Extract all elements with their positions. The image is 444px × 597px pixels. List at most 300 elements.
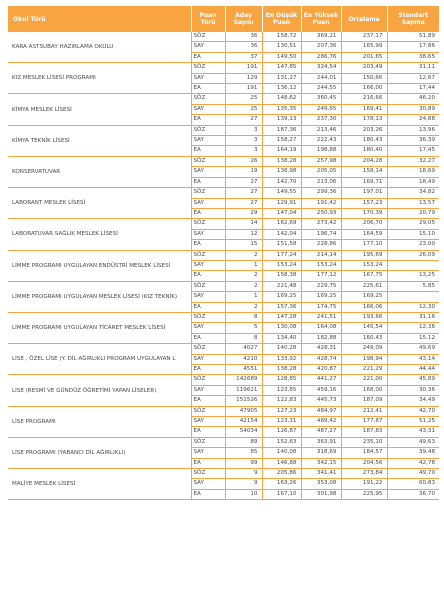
score-type-cell: EA (191, 271, 225, 281)
score-type-cell: EA (191, 333, 225, 343)
average-cell: 167,75 (341, 271, 387, 281)
std-dev-cell: 17,45 (387, 146, 439, 156)
candidate-count-cell: 25 (225, 104, 262, 114)
max-score-cell: 369,21 (301, 32, 341, 42)
std-dev-cell: 5,85 (387, 281, 439, 291)
max-score-cell: 249,65 (301, 104, 341, 114)
min-score-cell: 153,24 (262, 260, 301, 270)
candidate-count-cell: 85 (225, 448, 262, 458)
std-dev-cell: 13,96 (387, 125, 439, 135)
min-score-cell: 146,88 (262, 458, 301, 468)
candidate-count-cell: 191 (225, 84, 262, 94)
min-score-cell: 140,28 (262, 344, 301, 354)
average-cell: 168,00 (341, 385, 387, 395)
min-score-cell: 130,51 (262, 42, 301, 52)
candidate-count-cell: 29 (225, 208, 262, 218)
school-type-cell: LİSE PROGRAMI (YABANCI DİL AĞIRLIKLI) (8, 437, 191, 468)
min-score-cell: 136,12 (262, 84, 301, 94)
average-cell: 198,94 (341, 354, 387, 364)
score-type-cell: EA (191, 365, 225, 375)
table-row (8, 219, 439, 229)
score-type-cell: EA (191, 115, 225, 125)
score-type-cell: EA (191, 427, 225, 437)
school-type-cell: LİMME PROGRAMI UYGULAYAN TİCARET MESLEK LİSESİ (8, 312, 191, 343)
score-type-cell: SAY (191, 292, 225, 302)
std-dev-cell: 32,27 (387, 156, 439, 166)
score-type-cell: SAY (191, 385, 225, 395)
school-type-cell: KARA ASTSUBAY HAZIRLAMA OKULU (8, 32, 191, 63)
score-type-cell: EA (191, 396, 225, 406)
max-score-cell: 420,87 (301, 365, 341, 375)
table-row (8, 125, 439, 135)
max-score-cell: 341,41 (301, 469, 341, 479)
min-score-cell: 158,38 (262, 271, 301, 281)
school-type-cell: LABORANT MESLEK LİSESİ (8, 188, 191, 219)
candidate-count-cell: 27 (225, 198, 262, 208)
max-score-cell: 484,97 (301, 406, 341, 416)
score-type-cell: EA (191, 489, 225, 499)
average-cell: 184,57 (341, 448, 387, 458)
min-score-cell: 151,58 (262, 240, 301, 250)
header-average: Ortalama (341, 6, 387, 32)
school-type-cell: KİMYA MESLEK LİSESİ (8, 94, 191, 125)
average-cell: 203,26 (341, 125, 387, 135)
max-score-cell: 153,24 (301, 260, 341, 270)
candidate-count-cell: 4210 (225, 354, 262, 364)
score-type-cell: SÖZ (191, 63, 225, 73)
min-score-cell: 135,35 (262, 104, 301, 114)
std-dev-cell: 24,88 (387, 115, 439, 125)
min-score-cell: 123,31 (262, 417, 301, 427)
average-cell: 180,40 (341, 146, 387, 156)
max-score-cell: 182,88 (301, 333, 341, 343)
min-score-cell: 126,87 (262, 427, 301, 437)
std-dev-cell: 18,49 (387, 177, 439, 187)
min-score-cell: 163,26 (262, 479, 301, 489)
min-score-cell: 158,27 (262, 136, 301, 146)
min-score-cell: 138,28 (262, 156, 301, 166)
score-type-cell: SAY (191, 136, 225, 146)
min-score-cell: 140,08 (262, 448, 301, 458)
school-type-cell: LİMME PROGRAMI UYGULAYAN ENDÜSTRİ MESLEK LİSESİ (8, 250, 191, 281)
score-type-cell: SAY (191, 42, 225, 52)
average-cell: 169,25 (341, 292, 387, 302)
score-type-cell: EA (191, 177, 225, 187)
min-score-cell: 167,10 (262, 489, 301, 499)
std-dev-cell: 12,36 (387, 323, 439, 333)
std-dev-cell: 31,11 (387, 63, 439, 73)
average-cell: 160,43 (341, 333, 387, 343)
std-dev-cell: 49,63 (387, 437, 439, 447)
max-score-cell: 299,36 (301, 188, 341, 198)
candidate-count-cell: 99 (225, 458, 262, 468)
std-dev-cell: 29,05 (387, 219, 439, 229)
min-score-cell: 131,27 (262, 73, 301, 83)
max-score-cell: 324,54 (301, 63, 341, 73)
average-cell: 197,01 (341, 188, 387, 198)
table-header-row (8, 6, 439, 32)
candidate-count-cell: 12 (225, 229, 262, 239)
min-score-cell: 122,83 (262, 396, 301, 406)
max-score-cell: 244,55 (301, 84, 341, 94)
min-score-cell: 164,19 (262, 146, 301, 156)
min-score-cell: 177,24 (262, 250, 301, 260)
max-score-cell: 205,05 (301, 167, 341, 177)
candidate-count-cell: 142689 (225, 375, 262, 385)
average-cell: 187,83 (341, 427, 387, 437)
std-dev-cell: 15,10 (387, 229, 439, 239)
std-dev-cell: 49,69 (387, 344, 439, 354)
std-dev-cell: 36,39 (387, 136, 439, 146)
average-cell: 177,87 (341, 417, 387, 427)
max-score-cell: 222,43 (301, 136, 341, 146)
max-score-cell: 301,98 (301, 489, 341, 499)
score-type-cell: EA (191, 146, 225, 156)
school-type-cell: LİSE (RESMİ VE GÜNDÜZ ÖĞRETİMİ YAPAN LİSELER) (8, 375, 191, 406)
candidate-count-cell: 27 (225, 177, 262, 187)
score-type-cell: SÖZ (191, 406, 225, 416)
average-cell: 221,00 (341, 375, 387, 385)
min-score-cell: 149,55 (262, 188, 301, 198)
max-score-cell: 273,42 (301, 219, 341, 229)
score-type-cell: SAY (191, 229, 225, 239)
table-row (8, 437, 439, 447)
header-candidate-count: Aday Sayısı (225, 6, 262, 32)
score-type-cell: SÖZ (191, 156, 225, 166)
average-cell: 169,41 (341, 104, 387, 114)
score-type-cell: EA (191, 458, 225, 468)
average-cell: 164,59 (341, 229, 387, 239)
score-type-cell: EA (191, 208, 225, 218)
candidate-count-cell: 89 (225, 437, 262, 447)
score-type-cell: SÖZ (191, 375, 225, 385)
table-row (8, 94, 439, 104)
school-type-cell: LİMME PROGRAMI UYGULAYAN MESLEK LİSESİ (KIZ TEKNİK) (8, 281, 191, 312)
candidate-count-cell: 19 (225, 167, 262, 177)
candidate-count-cell: 1 (225, 260, 262, 270)
max-score-cell: 241,51 (301, 312, 341, 322)
score-type-cell: SAY (191, 448, 225, 458)
std-dev-cell: 30,89 (387, 104, 439, 114)
candidate-count-cell: 151526 (225, 396, 262, 406)
std-dev-cell: 20,79 (387, 208, 439, 218)
std-dev-cell: 26,09 (387, 250, 439, 260)
candidate-count-cell: 8 (225, 312, 262, 322)
candidate-count-cell: 3 (225, 125, 262, 135)
min-score-cell: 123,85 (262, 385, 301, 395)
average-cell: 212,41 (341, 406, 387, 416)
max-score-cell: 428,31 (301, 344, 341, 354)
candidate-count-cell: 26 (225, 156, 262, 166)
average-cell: 273,84 (341, 469, 387, 479)
average-cell: 216,66 (341, 94, 387, 104)
average-cell: 165,99 (341, 42, 387, 52)
max-score-cell: 214,14 (301, 250, 341, 260)
std-dev-cell: 12,30 (387, 302, 439, 312)
results-table (8, 6, 439, 500)
average-cell: 166,06 (341, 302, 387, 312)
school-type-cell: LİSE PROGRAMI (8, 406, 191, 437)
table-row (8, 406, 439, 416)
candidate-count-cell: 27 (225, 188, 262, 198)
min-score-cell: 158,72 (262, 32, 301, 42)
table-body (8, 32, 439, 500)
score-type-cell: SÖZ (191, 219, 225, 229)
header-max-score: En Yüksek Puan (301, 6, 341, 32)
std-dev-cell: 13,25 (387, 271, 439, 281)
candidate-count-cell: 42154 (225, 417, 262, 427)
min-score-cell: 148,62 (262, 94, 301, 104)
candidate-count-cell: 10 (225, 489, 262, 499)
score-type-cell: SAY (191, 417, 225, 427)
min-score-cell: 139,13 (262, 115, 301, 125)
min-score-cell: 142,70 (262, 177, 301, 187)
candidate-count-cell: 1 (225, 292, 262, 302)
std-dev-cell: 30,36 (387, 385, 439, 395)
score-type-cell: SAY (191, 198, 225, 208)
min-score-cell: 147,04 (262, 208, 301, 218)
std-dev-cell: 42,78 (387, 458, 439, 468)
table-row (8, 156, 439, 166)
average-cell: 221,29 (341, 365, 387, 375)
average-cell: 195,69 (341, 250, 387, 260)
std-dev-cell: 36,70 (387, 489, 439, 499)
max-score-cell: 286,76 (301, 52, 341, 62)
std-dev-cell: 17,86 (387, 42, 439, 52)
max-score-cell: 244,01 (301, 73, 341, 83)
candidate-count-cell: 36 (225, 42, 262, 52)
score-type-cell: SAY (191, 479, 225, 489)
max-score-cell: 489,42 (301, 417, 341, 427)
max-score-cell: 342,15 (301, 458, 341, 468)
school-type-cell: KONSERVATUVAR (8, 156, 191, 187)
std-dev-cell: 43,14 (387, 354, 439, 364)
average-cell: 235,10 (341, 437, 387, 447)
std-dev-cell: 51,25 (387, 417, 439, 427)
std-dev-cell: 42,70 (387, 406, 439, 416)
max-score-cell: 360,45 (301, 94, 341, 104)
candidate-count-cell: 2 (225, 302, 262, 312)
min-score-cell: 169,25 (262, 292, 301, 302)
score-type-cell: SÖZ (191, 437, 225, 447)
max-score-cell: 174,75 (301, 302, 341, 312)
std-dev-cell: 34,82 (387, 188, 439, 198)
max-score-cell: 459,16 (301, 385, 341, 395)
std-dev-cell: 49,70 (387, 469, 439, 479)
candidate-count-cell: 129 (225, 73, 262, 83)
average-cell: 153,24 (341, 260, 387, 270)
score-type-cell: SAY (191, 73, 225, 83)
average-cell: 225,61 (341, 281, 387, 291)
score-type-cell: SÖZ (191, 281, 225, 291)
candidate-count-cell: 2 (225, 271, 262, 281)
score-type-cell: EA (191, 302, 225, 312)
table-row (8, 469, 439, 479)
min-score-cell: 162,69 (262, 219, 301, 229)
average-cell: 180,43 (341, 136, 387, 146)
max-score-cell: 169,25 (301, 292, 341, 302)
min-score-cell: 147,28 (262, 312, 301, 322)
max-score-cell: 213,06 (301, 177, 341, 187)
candidate-count-cell: 3 (225, 146, 262, 156)
max-score-cell: 353,08 (301, 479, 341, 489)
table-row (8, 312, 439, 322)
std-dev-cell: 23,00 (387, 240, 439, 250)
header-min-score: En Düşük Puan (262, 6, 301, 32)
min-score-cell: 147,85 (262, 63, 301, 73)
average-cell: 187,09 (341, 396, 387, 406)
average-cell: 203,49 (341, 63, 387, 73)
max-score-cell: 191,42 (301, 198, 341, 208)
std-dev-cell: 17,44 (387, 84, 439, 94)
average-cell: 249,09 (341, 344, 387, 354)
min-score-cell: 187,36 (262, 125, 301, 135)
std-dev-cell: 38,65 (387, 52, 439, 62)
average-cell: 204,56 (341, 458, 387, 468)
candidate-count-cell: 37 (225, 52, 262, 62)
std-dev-cell: 39,48 (387, 448, 439, 458)
max-score-cell: 237,30 (301, 115, 341, 125)
table-row (8, 375, 439, 385)
candidate-count-cell: 25 (225, 94, 262, 104)
min-score-cell: 129,91 (262, 198, 301, 208)
score-type-cell: SÖZ (191, 469, 225, 479)
std-dev-cell: 43,31 (387, 427, 439, 437)
std-dev-cell: 13,57 (387, 198, 439, 208)
min-score-cell: 138,98 (262, 167, 301, 177)
header-school-type: Okul Türü (8, 6, 191, 32)
min-score-cell: 221,48 (262, 281, 301, 291)
table-row (8, 63, 439, 73)
std-dev-cell: 51,89 (387, 32, 439, 42)
score-type-cell: EA (191, 240, 225, 250)
std-dev-cell: 18,69 (387, 167, 439, 177)
candidate-count-cell: 36 (225, 32, 262, 42)
min-score-cell: 127,23 (262, 406, 301, 416)
candidate-count-cell: 4551 (225, 365, 262, 375)
score-type-cell: SÖZ (191, 312, 225, 322)
min-score-cell: 130,08 (262, 323, 301, 333)
table-row (8, 281, 439, 291)
school-type-cell: LİSE , ÖZEL LİSE (Y. DİL AĞIRLIKLI PROGRAM UYGULAYAN L (8, 344, 191, 375)
std-dev-cell: 31,16 (387, 312, 439, 322)
header-score-type: Puan Türü (191, 6, 225, 32)
std-dev-cell: 46,20 (387, 94, 439, 104)
score-type-cell: SÖZ (191, 125, 225, 135)
average-cell: 170,39 (341, 208, 387, 218)
candidate-count-cell: 14 (225, 219, 262, 229)
score-type-cell: SAY (191, 354, 225, 364)
max-score-cell: 487,27 (301, 427, 341, 437)
min-score-cell: 157,36 (262, 302, 301, 312)
header-std-dev: Standart Sapma (387, 6, 439, 32)
average-cell: 169,71 (341, 177, 387, 187)
std-dev-cell: 34,49 (387, 396, 439, 406)
max-score-cell: 363,91 (301, 437, 341, 447)
average-cell: 178,13 (341, 115, 387, 125)
std-dev-cell: 45,89 (387, 375, 439, 385)
min-score-cell: 205,86 (262, 469, 301, 479)
max-score-cell: 213,46 (301, 125, 341, 135)
score-type-cell: SÖZ (191, 250, 225, 260)
candidate-count-cell: 15 (225, 240, 262, 250)
max-score-cell: 198,88 (301, 146, 341, 156)
max-score-cell: 250,93 (301, 208, 341, 218)
school-type-cell: KİMYA TEKNİK LİSESİ (8, 125, 191, 156)
candidate-count-cell: 2 (225, 281, 262, 291)
score-type-cell: SAY (191, 260, 225, 270)
average-cell: 206,70 (341, 219, 387, 229)
min-score-cell: 133,92 (262, 354, 301, 364)
score-type-cell: SÖZ (191, 94, 225, 104)
min-score-cell: 128,85 (262, 375, 301, 385)
max-score-cell: 177,12 (301, 271, 341, 281)
candidate-count-cell: 5 (225, 323, 262, 333)
min-score-cell: 142,04 (262, 229, 301, 239)
std-dev-cell (387, 292, 439, 302)
max-score-cell: 229,75 (301, 281, 341, 291)
average-cell: 157,23 (341, 198, 387, 208)
std-dev-cell: 44,44 (387, 365, 439, 375)
score-type-cell: SÖZ (191, 32, 225, 42)
table-row (8, 32, 439, 42)
max-score-cell: 257,98 (301, 156, 341, 166)
school-type-cell: KIZ MESLEK LİSESİ PROGRAMI (8, 63, 191, 94)
max-score-cell: 228,86 (301, 240, 341, 250)
table-row (8, 250, 439, 260)
average-cell: 201,65 (341, 52, 387, 62)
min-score-cell: 149,50 (262, 52, 301, 62)
max-score-cell: 164,08 (301, 323, 341, 333)
std-dev-cell: 12,67 (387, 73, 439, 83)
max-score-cell: 445,73 (301, 396, 341, 406)
score-type-cell: EA (191, 84, 225, 94)
candidate-count-cell: 2 (225, 250, 262, 260)
candidate-count-cell: 27 (225, 115, 262, 125)
score-type-cell: SÖZ (191, 344, 225, 354)
std-dev-cell: 60,83 (387, 479, 439, 489)
average-cell: 177,10 (341, 240, 387, 250)
candidate-count-cell: 47905 (225, 406, 262, 416)
candidate-count-cell: 191 (225, 63, 262, 73)
candidate-count-cell: 8 (225, 333, 262, 343)
candidate-count-cell: 4027 (225, 344, 262, 354)
min-score-cell: 134,40 (262, 333, 301, 343)
max-score-cell: 428,74 (301, 354, 341, 364)
table-row (8, 344, 439, 354)
average-cell: 166,00 (341, 84, 387, 94)
average-cell: 145,54 (341, 323, 387, 333)
average-cell: 204,28 (341, 156, 387, 166)
school-type-cell: MALİYE MESLEK LİSESİ (8, 469, 191, 500)
max-score-cell: 318,69 (301, 448, 341, 458)
average-cell: 225,95 (341, 489, 387, 499)
min-score-cell: 152,63 (262, 437, 301, 447)
candidate-count-cell: 3 (225, 136, 262, 146)
average-cell: 193,66 (341, 312, 387, 322)
average-cell: 237,17 (341, 32, 387, 42)
std-dev-cell: 15,12 (387, 333, 439, 343)
max-score-cell: 207,36 (301, 42, 341, 52)
results-table-container (8, 6, 439, 500)
max-score-cell: 441,27 (301, 375, 341, 385)
std-dev-cell (387, 260, 439, 270)
score-type-cell: SAY (191, 104, 225, 114)
school-type-cell: LABORATUVAR SAĞLIK MESLEK LİSESİ (8, 219, 191, 250)
score-type-cell: SAY (191, 167, 225, 177)
average-cell: 158,14 (341, 167, 387, 177)
score-type-cell: SAY (191, 323, 225, 333)
